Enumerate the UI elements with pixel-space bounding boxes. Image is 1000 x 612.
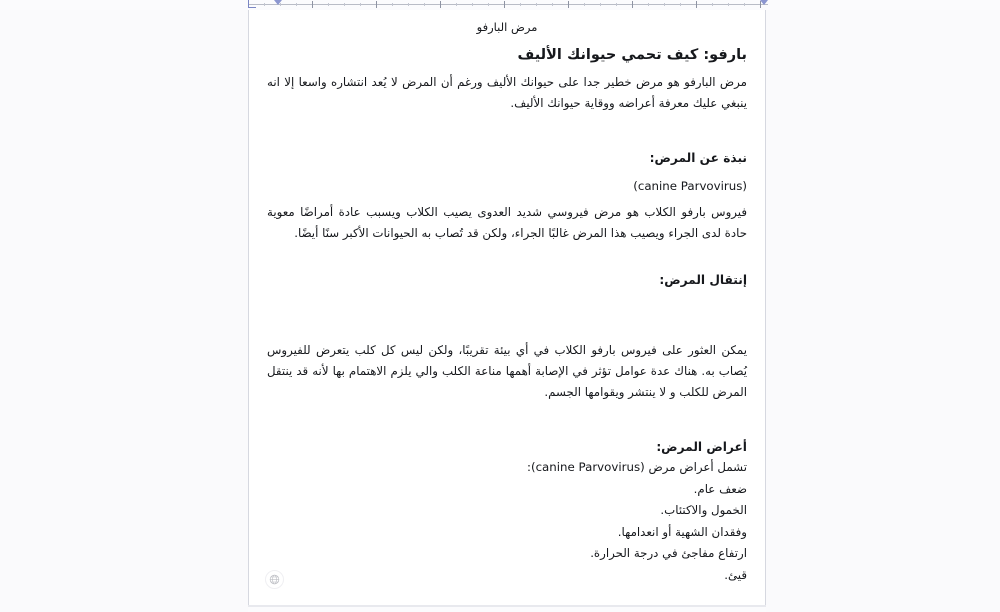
ruler-tick-minor — [488, 3, 489, 6]
right-workspace-gutter — [766, 10, 1000, 612]
section-body-transmission: يمكن العثور على فيروس بارفو الكلاب في أي بيئة تقريبًا، ولكن ليس كل كلب يتعرض للفيروس يُصاب به. هناك عدة عوامل تؤثر في الإصابة أهمها مناعة الكلب والي يلزم الاهتمام بها لأنه قد ينتقل المرض للكلب و لا ينتشر ويقوامها الجسم. — [267, 343, 747, 399]
section-heading-symptoms: أعراض المرض: — [656, 440, 747, 454]
left-indent-marker-icon[interactable] — [274, 0, 282, 5]
section-spacer — [267, 244, 747, 270]
ruler-tick-minor — [328, 3, 329, 6]
section-spacer — [267, 290, 747, 334]
ruler-tick-minor — [600, 3, 601, 6]
list-item: الخمول والاكتئاب. — [660, 503, 747, 517]
ruler-tick-minor — [264, 3, 265, 6]
ruler-tick-minor — [392, 3, 393, 6]
ruler-tick-minor — [584, 3, 585, 6]
list-item: ضعف عام. — [693, 481, 747, 496]
document-header-line: مرض البارفو — [476, 20, 538, 34]
horizontal-ruler[interactable] — [0, 0, 1000, 10]
list-item: وفقدان الشهية أو انعدامها. — [617, 524, 747, 539]
page-bottom-edge — [248, 605, 766, 607]
section-body-about: فيروس بارفو الكلاب هو مرض فيروسي شديد العدوى يصيب الكلاب ويسبب عادة أمراضًا معوية حادة لدى الجراء ويصيب هذا المرض غالبًا الجراء، ولكن قد تُصاب به الحيوانات الأكبر سنًا أيضًا. — [267, 205, 747, 240]
globe-icon — [269, 574, 280, 585]
section-subline-about: (canine Parvovirus) — [633, 179, 747, 193]
ruler-tick-minor — [360, 3, 361, 6]
document-page[interactable] — [248, 10, 766, 606]
right-indent-marker-icon[interactable] — [760, 0, 768, 5]
ruler-tick-minor — [344, 3, 345, 6]
ruler-tick-minor — [648, 3, 649, 6]
ruler-tick-minor — [456, 3, 457, 6]
globe-button[interactable] — [265, 570, 284, 589]
left-workspace-gutter — [0, 10, 248, 612]
ruler-tick-minor — [296, 3, 297, 6]
ruler-tick-minor — [664, 3, 665, 6]
section-heading-about: نبذة عن المرض: — [649, 151, 747, 165]
ruler-tick-major — [504, 1, 505, 8]
ruler-baseline — [248, 4, 768, 5]
section-spacer — [267, 114, 747, 148]
tab-stop-marker-icon[interactable] — [248, 0, 256, 8]
list-item: قيئ. — [724, 567, 747, 582]
ruler-tick-minor — [728, 3, 729, 6]
ruler-tick-major — [440, 1, 441, 8]
ruler-tick-major — [696, 1, 697, 8]
ruler-tick-minor — [552, 3, 553, 6]
list-item: ارتفاع مفاجئ في درجة الحرارة. — [590, 546, 747, 560]
intro-paragraph: مرض البارفو هو مرض خطير جدا على حيوانك الأليف ورغم أن المرض لا يُعد انتشاره واسعا إلا انه ينبغي عليك معرفة أعراضه ووقاية حيوانك الأليف. — [267, 75, 747, 110]
document-body[interactable] — [249, 10, 765, 586]
ruler-tick-minor — [520, 3, 521, 6]
symptoms-lead-in: تشمل أعراض مرض (canine Parvovirus): — [526, 460, 747, 474]
ruler-tick-major — [312, 1, 313, 8]
ruler-tick-minor — [424, 3, 425, 6]
ruler-tick-minor — [744, 3, 745, 6]
ruler-tick-major — [632, 1, 633, 8]
ruler-tick-minor — [616, 3, 617, 6]
ruler-tick-minor — [408, 3, 409, 6]
page-title: بارفو: كيف تحمي حيوانك الأليف — [517, 47, 747, 63]
ruler-tick-major — [376, 1, 377, 8]
ruler-tick-minor — [680, 3, 681, 6]
ruler-tick-minor — [536, 3, 537, 6]
section-spacer — [267, 403, 747, 437]
ruler-tick-major — [568, 1, 569, 8]
ruler-tick-minor — [712, 3, 713, 6]
ruler-track[interactable] — [248, 0, 768, 10]
section-heading-transmission: إنتقال المرض: — [659, 273, 747, 287]
ruler-tick-minor — [472, 3, 473, 6]
